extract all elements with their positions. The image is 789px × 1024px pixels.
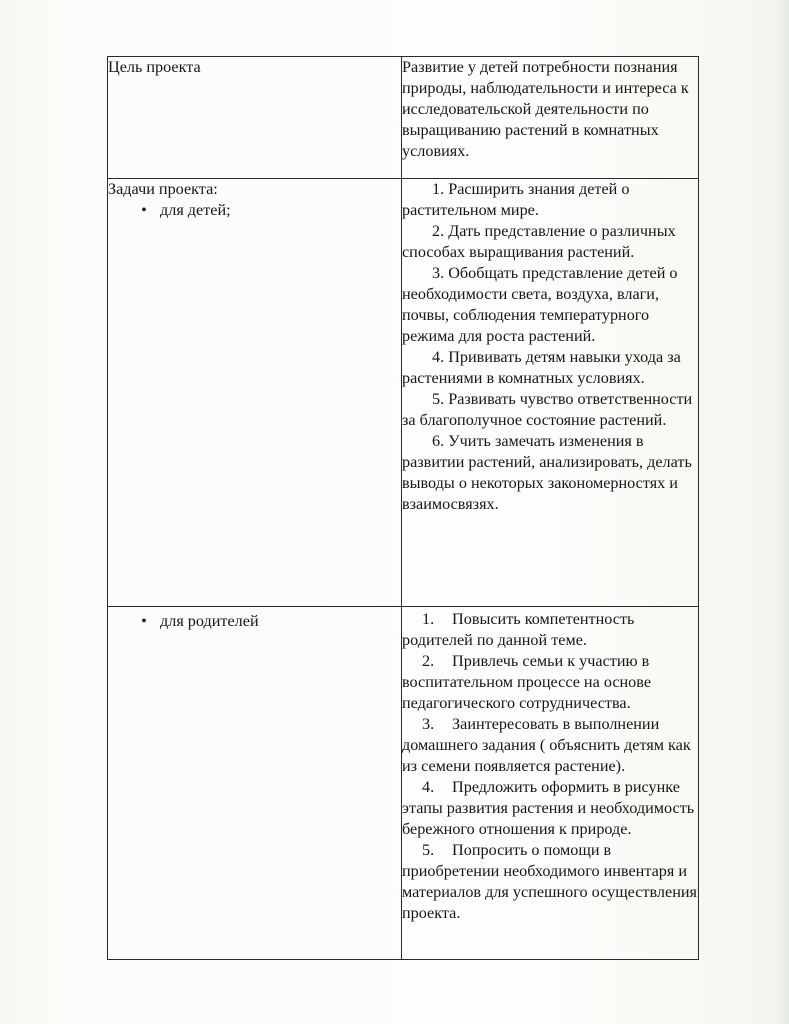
list-item-number: 3. (422, 715, 435, 733)
goal-row (108, 57, 699, 179)
bullet-icon: • (141, 612, 147, 630)
goal-label-cell (108, 57, 402, 179)
children-tasks-cell (402, 179, 699, 607)
list-item (402, 777, 698, 840)
list-item (402, 651, 698, 714)
project-table (107, 56, 699, 960)
list-item-text: Прививать детям навыки ухода за растениями в комнатных условиях. (402, 348, 681, 387)
goal-label: Цель проекта (108, 58, 201, 76)
list-item-text: Попросить о помощи в приобретении необходимого инвентаря и материалов для успешного осуществления проекта. (402, 841, 697, 922)
list-item (402, 389, 698, 431)
for-parents-label: для родителей (160, 612, 259, 630)
list-item (402, 263, 698, 347)
list-item (402, 347, 698, 389)
list-item (402, 179, 698, 221)
list-item-text: Заинтересовать в выполнении домашнего задания ( объяснить детям как из семени появляется растение). (402, 715, 691, 775)
parents-tasks-cell (402, 607, 699, 960)
list-item-number: 2. (422, 652, 435, 670)
goal-text: Развитие у детей потребности познания природы, наблюдательности и интереса к исследовательской деятельности по выращиванию растений в комнатных условиях. (402, 58, 689, 160)
list-item (402, 609, 698, 651)
for-children-bullet-line (108, 200, 401, 221)
for-parents-cell (108, 607, 402, 960)
list-item-text: Привлечь семьи к участию в воспитательном процессе на основе педагогического сотрудничества. (402, 652, 652, 712)
list-item-number: 5. (432, 390, 445, 408)
list-item-number: 4. (422, 778, 435, 796)
for-children-label: для детей; (160, 201, 231, 219)
list-item-text: Расширить знания детей о растительном мире. (402, 180, 630, 219)
list-item-number: 5. (422, 841, 435, 859)
parents-tasks-list (402, 607, 698, 924)
list-item-number: 4. (432, 348, 445, 366)
children-tasks-list (402, 179, 698, 515)
list-item-number: 6. (432, 432, 445, 450)
tasks-parents-row (108, 607, 699, 960)
tasks-children-row (108, 179, 699, 607)
list-item-number: 3. (432, 264, 445, 282)
list-item-text: Повысить компетентность родителей по данной теме. (402, 610, 635, 649)
list-item-text: Обобщать представление детей о необходимости света, воздуха, влаги, почвы, соблюдения температурного режима для роста растений. (402, 264, 678, 345)
goal-text-cell (402, 57, 699, 179)
list-item-number: 1. (422, 610, 435, 628)
list-item-number: 2. (432, 222, 445, 240)
list-item-number: 1. (432, 180, 445, 198)
scan-edge-shadow (775, 0, 789, 1024)
list-item-text: Учить замечать изменения в развитии растений, анализировать, делать выводы о некоторых закономерностях и взаимосвязях. (402, 432, 692, 513)
list-item (402, 221, 698, 263)
list-item (402, 840, 698, 924)
list-item-text: Предложить оформить в рисунке этапы развития растения и необходимость бережного отношения к природе. (402, 778, 695, 838)
list-item (402, 714, 698, 777)
for-parents-bullet-line (108, 611, 401, 632)
tasks-label-cell (108, 179, 402, 607)
tasks-label: Задачи проекта: (108, 180, 218, 198)
list-item (402, 431, 698, 515)
list-item-text: Развивать чувство ответственности за благополучное состояние растений. (402, 390, 693, 429)
bullet-icon: • (141, 201, 147, 219)
list-item-text: Дать представление о различных способах выращивания растений. (402, 222, 676, 261)
